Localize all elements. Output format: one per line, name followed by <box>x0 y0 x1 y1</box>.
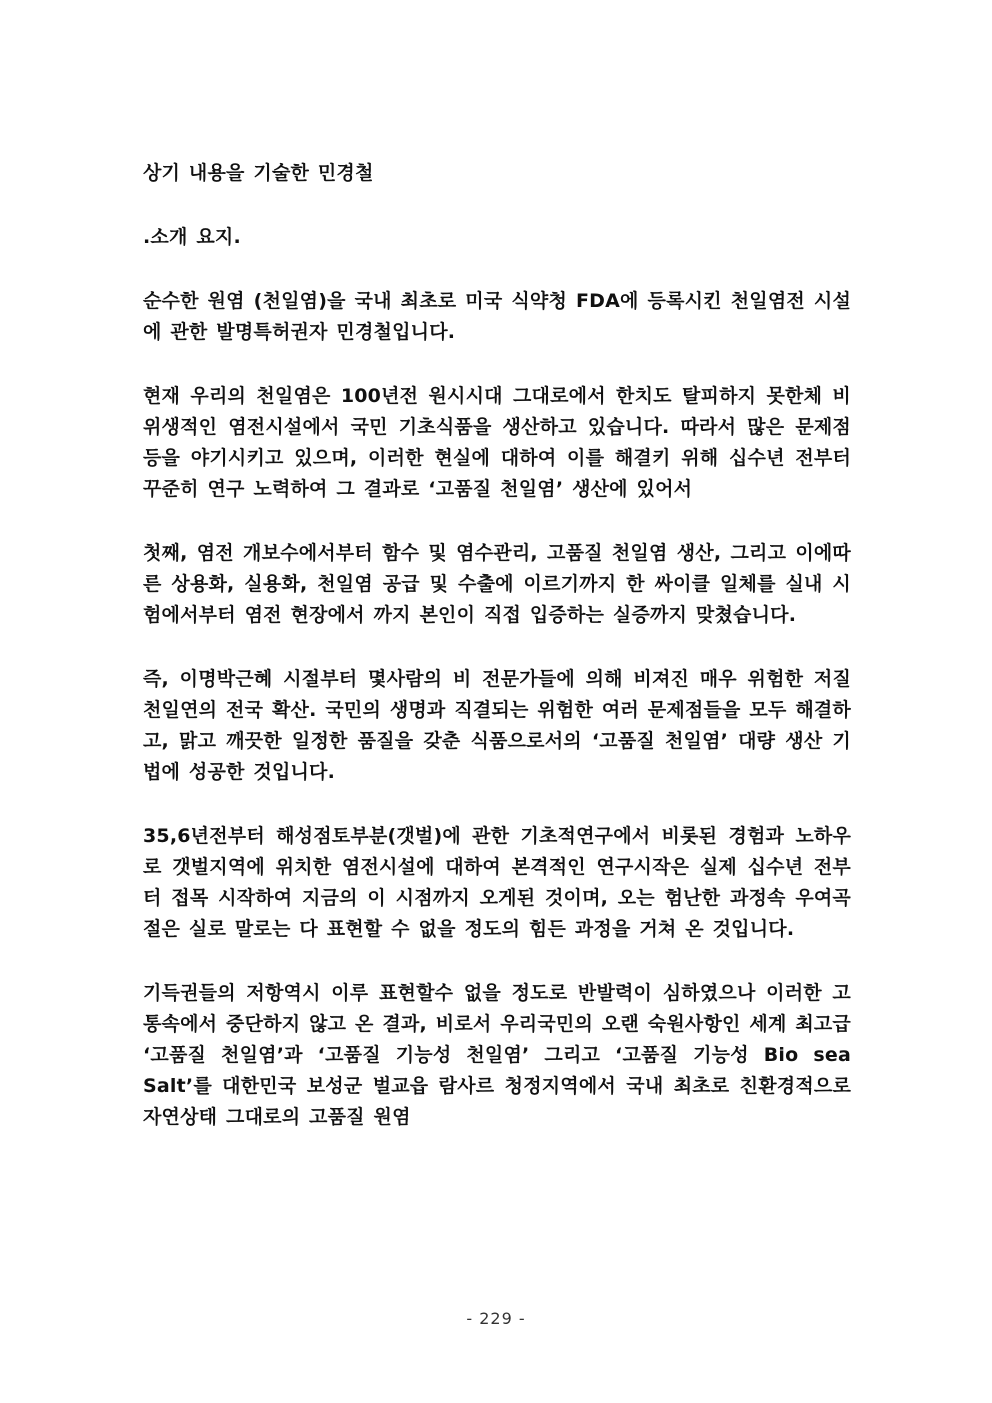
author-line: 상기 내용을 기술한 민경철 <box>143 162 374 184</box>
paragraph-current-state: 현재 우리의 천일염은 100년전 원시시대 그대로에서 한치도 탈피하지 못한체 비위생적인 염전시설에서 국민 기초식품을 생산하고 있습니다. 따라서 많은 문제점등을 야기시키고 있으며, 이러한 현실에 대하여 이를 해결키 위해 십수년 전부터 꾸준히 연구 노력하여 그 결과로 ‘고품질 천일염’ 생산에 있어서 <box>143 385 851 500</box>
summary-heading: .소개 요지. <box>143 226 241 248</box>
paragraph-first: 첫째, 염전 개보수에서부터 함수 및 염수관리, 고품질 천일염 생산, 그리고 이에따른 상용화, 실용화, 천일염 공급 및 수출에 이르기까지 한 싸이클 일체를 실내 시험에서부터 염전 현장에서 까지 본인이 직접 입증하는 실증까지 맞쳤습니다. <box>143 542 851 626</box>
page-number: - 229 - <box>466 1309 526 1328</box>
paragraph-resistance: 기득권들의 저항역시 이루 표현할수 없을 정도로 반발력이 심하였으나 이러한 고통속에서 중단하지 않고 온 결과, 비로서 우리국민의 오랜 숙원사항인 세계 최고급 ‘고품질 천일염’과 ‘고품질 기능성 천일염’ 그리고 ‘고품질 기능성 Bio sea Salt’를 대한민국 보성군 벌교읍 람사르 청정지역에서 국내 최초로 친환경적으로 자연상태 그대로의 고품질 원염 <box>143 982 851 1128</box>
document-body <box>143 158 851 1166</box>
paragraph-intro: 순수한 원염 (천일염)을 국내 최초로 미국 식약청 FDA에 등록시킨 천일염전 시설에 관한 발명특허권자 민경철입니다. <box>143 290 851 343</box>
paragraph-research-history: 35,6년전부터 해성점토부분(갯벌)에 관한 기초적연구에서 비롯된 경험과 노하우로 갯벌지역에 위치한 염전시설에 대하여 본격적인 연구시작은 실제 십수년 전부터 접목 시작하여 지금의 이 시점까지 오게된 것이며, 오는 험난한 과정속 우여곡절은 실로 말로는 다 표현할 수 없을 정도의 힘든 과정을 거쳐 온 것입니다. <box>143 825 851 940</box>
paragraph-namely: 즉, 이명박근혜 시절부터 몇사람의 비 전문가들에 의해 비져진 매우 위험한 저질 천일연의 전국 확산. 국민의 생명과 직결되는 위험한 여러 문제점들을 모두 해결하고, 맑고 깨끗한 일정한 품질을 갖춘 식품으로서의 ‘고품질 천일염’ 대량 생산 기법에 성공한 것입니다. <box>143 668 851 783</box>
